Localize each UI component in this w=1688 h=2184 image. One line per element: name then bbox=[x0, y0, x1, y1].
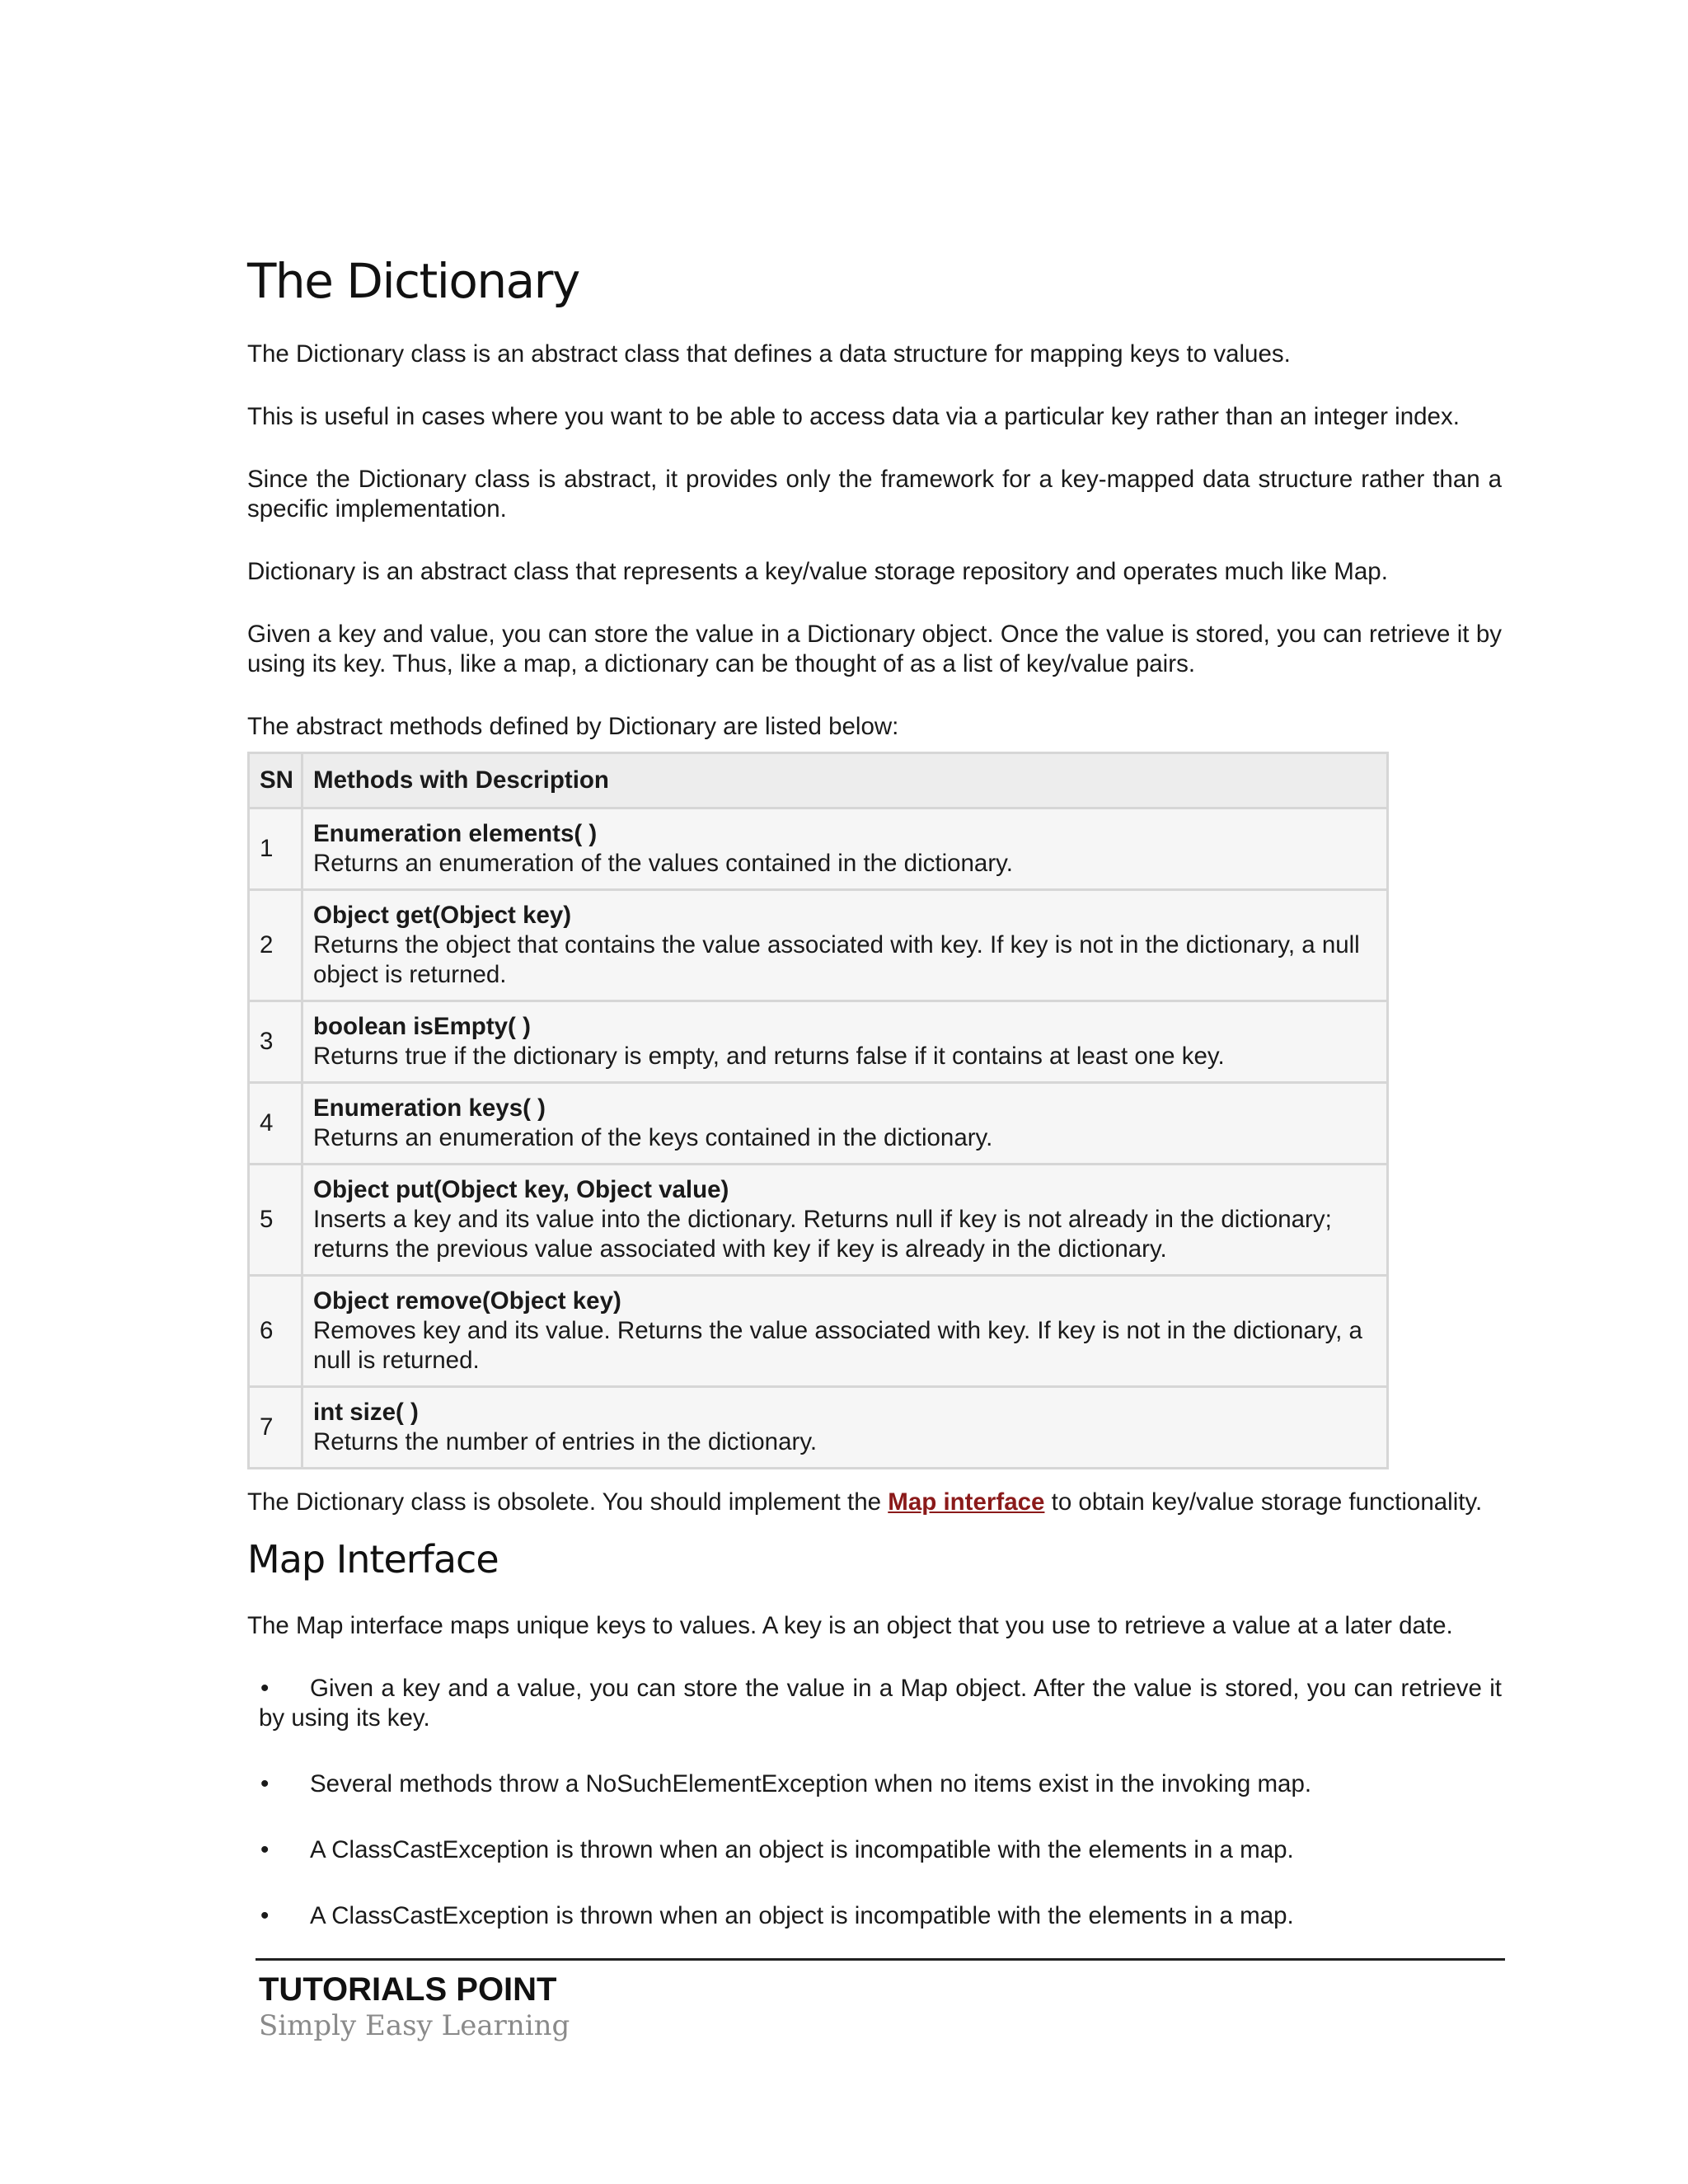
row-sn: 7 bbox=[249, 1387, 302, 1469]
method-description: Returns true if the dictionary is empty, and returns false if it contains at least one key. bbox=[313, 1043, 1225, 1070]
bullet-text: Several methods throw a NoSuchElementException when no items exist in the invoking map. bbox=[310, 1770, 1312, 1797]
column-header-sn: SN bbox=[249, 753, 302, 808]
method-description: Removes key and its value. Returns the value associated with key. If key is not in the dictionary, a null is returned. bbox=[313, 1317, 1362, 1374]
bullet-icon: • bbox=[260, 1675, 270, 1702]
table-row bbox=[249, 1387, 1388, 1469]
row-method-cell bbox=[302, 1165, 1388, 1276]
footer-tagline: Simply Easy Learning bbox=[259, 2009, 570, 2042]
table-row bbox=[249, 808, 1388, 890]
row-sn: 3 bbox=[249, 1001, 302, 1083]
list-item bbox=[259, 1674, 1502, 1733]
list-item bbox=[259, 1769, 1502, 1799]
bullet-icon: • bbox=[260, 1836, 270, 1863]
row-method-cell bbox=[302, 808, 1388, 890]
row-sn: 4 bbox=[249, 1083, 302, 1165]
methods-table-wrapper bbox=[247, 752, 1389, 1469]
method-description: Returns the number of entries in the dictionary. bbox=[313, 1428, 818, 1455]
bullet-icon: • bbox=[260, 1770, 270, 1797]
bullet-text: A ClassCastException is thrown when an object is incompatible with the elements in a map. bbox=[310, 1902, 1294, 1929]
table-row bbox=[249, 1276, 1388, 1387]
method-name: Object remove(Object key) bbox=[313, 1287, 621, 1315]
bullet-list bbox=[247, 1674, 1502, 1931]
row-method-cell bbox=[302, 1001, 1388, 1083]
paragraph-repository: Dictionary is an abstract class that represents a key/value storage repository and operates much like Map. bbox=[247, 558, 1388, 585]
section-heading-map-interface: Map Interface bbox=[247, 1537, 499, 1582]
footer-divider bbox=[256, 1958, 1505, 1961]
method-description: Returns an enumeration of the values contained in the dictionary. bbox=[313, 850, 1013, 877]
row-sn: 1 bbox=[249, 808, 302, 890]
bullet-text: Given a key and a value, you can store the value in a Map object. After the value is stored, you can retrieve it by using its key. bbox=[259, 1675, 1502, 1732]
column-header-methods: Methods with Description bbox=[302, 753, 1388, 808]
method-description: Returns an enumeration of the keys contained in the dictionary. bbox=[313, 1124, 993, 1151]
page-footer bbox=[256, 1958, 1505, 2043]
footer-brand: TUTORIALS POINT bbox=[259, 1971, 557, 2008]
row-method-cell bbox=[302, 1276, 1388, 1387]
methods-table bbox=[247, 752, 1389, 1469]
document-page bbox=[247, 247, 1502, 1967]
row-sn: 5 bbox=[249, 1165, 302, 1276]
method-description: Inserts a key and its value into the dictionary. Returns null if key is not already in the dictionary; returns the previous value associated with key if key is already in the dictionary. bbox=[313, 1206, 1332, 1263]
row-sn: 6 bbox=[249, 1276, 302, 1387]
method-name: Enumeration elements( ) bbox=[313, 820, 598, 847]
paragraph-store-retrieve: Given a key and value, you can store the value in a Dictionary object. Once the value is stored, you can retrieve it by using its key. Thus, like a map, a dictionary can be thought of as a list of key/value pairs. bbox=[247, 621, 1502, 677]
method-name: boolean isEmpty( ) bbox=[313, 1013, 531, 1040]
paragraph-usefulness: This is useful in cases where you want to be able to access data via a particular key rather than an integer index. bbox=[247, 403, 1460, 430]
row-method-cell bbox=[302, 890, 1388, 1001]
paragraph-methods-intro: The abstract methods defined by Dictionary are listed below: bbox=[247, 713, 899, 740]
table-row bbox=[249, 890, 1388, 1001]
bullet-text: A ClassCastException is thrown when an object is incompatible with the elements in a map. bbox=[310, 1836, 1294, 1863]
list-item bbox=[259, 1835, 1502, 1865]
paragraph-obsolete-note bbox=[247, 1488, 1502, 1517]
table-row bbox=[249, 1083, 1388, 1165]
method-name: Object get(Object key) bbox=[313, 902, 572, 929]
paragraph-intro: The Dictionary class is an abstract class that defines a data structure for mapping keys to values. bbox=[247, 340, 1291, 368]
page-title: The Dictionary bbox=[247, 253, 579, 309]
row-method-cell bbox=[302, 1387, 1388, 1469]
paragraph-abstract: Since the Dictionary class is abstract, it provides only the framework for a key-mapped data structure rather than a specific implementation. bbox=[247, 466, 1502, 523]
paragraph-map-intro: The Map interface maps unique keys to values. A key is an object that you use to retrieve a value at a later date. bbox=[247, 1612, 1453, 1639]
table-row bbox=[249, 1165, 1388, 1276]
list-item bbox=[259, 1901, 1502, 1931]
bullet-icon: • bbox=[260, 1902, 270, 1929]
map-interface-link[interactable]: Map interface bbox=[888, 1488, 1045, 1516]
method-name: Object put(Object key, Object value) bbox=[313, 1176, 729, 1203]
method-description: Returns the object that contains the value associated with key. If key is not in the dictionary, a null object is returned. bbox=[313, 931, 1360, 988]
table-header-row bbox=[249, 753, 1388, 808]
row-sn: 2 bbox=[249, 890, 302, 1001]
obsolete-note-after: to obtain key/value storage functionality. bbox=[1044, 1488, 1483, 1516]
method-name: int size( ) bbox=[313, 1399, 419, 1426]
method-name: Enumeration keys( ) bbox=[313, 1094, 546, 1122]
row-method-cell bbox=[302, 1083, 1388, 1165]
table-row bbox=[249, 1001, 1388, 1083]
obsolete-note-before: The Dictionary class is obsolete. You should implement the bbox=[247, 1488, 889, 1516]
